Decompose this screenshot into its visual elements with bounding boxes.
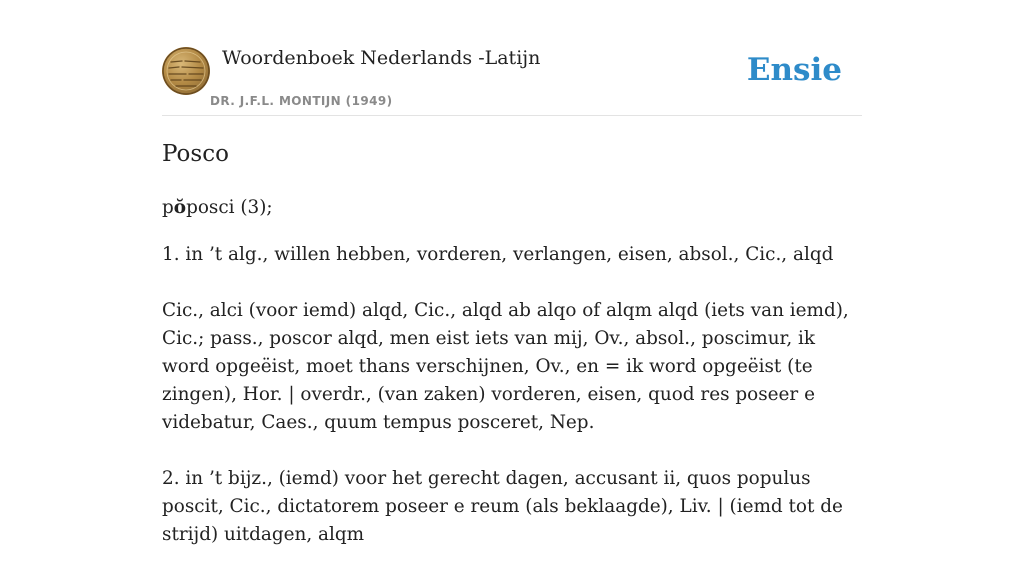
coin-logo-icon[interactable] xyxy=(162,47,210,95)
author-byline: DR. J.F.L. MONTIJN (1949) xyxy=(210,94,393,108)
header xyxy=(162,0,862,116)
coin-logo-graphic xyxy=(162,47,210,95)
page xyxy=(162,0,862,545)
ensie-brand-logo[interactable]: Ensie xyxy=(746,52,842,88)
grammar-rest: posci (3); xyxy=(186,197,273,218)
entry-body xyxy=(162,194,862,577)
entry-paragraph: 2. in ’t bijz., (iemd) voor het gerecht dagen, accusant ii, quos populus poscit, Cic., dictatorem poseer e reum (als beklaagde), Liv. | (iemd tot de strijd) uitdagen, alqm xyxy=(162,468,843,545)
entry-headword: Posco xyxy=(162,141,229,167)
entry-paragraph: Cic., alci (voor iemd) alqd, Cic., alqd ab alqo of alqm alqd (iets van iemd), Cic.; pass., poscor alqd, men eist iets van mij, Ov., absol., poscimur, ik word opgeëist, moet thans verschijnen, Ov., en = ik word opgeëist (te zingen), Hor. | overdr., (van zaken) vorderen, eisen, quod res poseer e videbatur, Caes., quum tempus posceret, Nep. xyxy=(162,300,849,433)
entry-paragraph: 1. in ’t alg., willen hebben, vorderen, verlangen, eisen, absol., Cic., alqd xyxy=(162,244,834,265)
entry-grammar xyxy=(162,194,862,222)
grammar-vowel: ŏ xyxy=(173,197,187,218)
book-title[interactable]: Woordenboek Nederlands -Latijn xyxy=(222,47,541,69)
grammar-prefix: p xyxy=(162,197,174,218)
